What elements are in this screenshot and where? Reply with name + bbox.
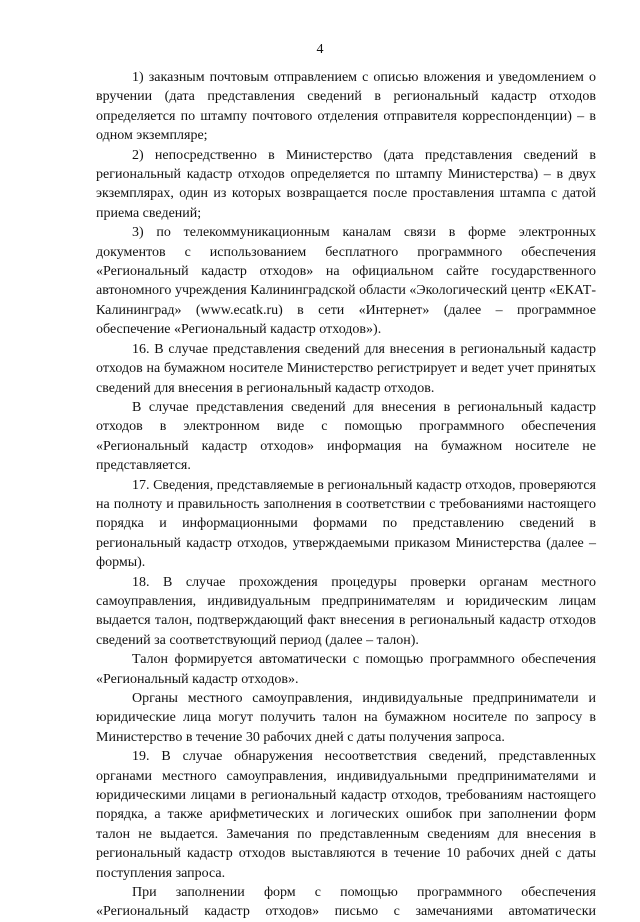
paragraph-electronic-submission: В случае представления сведений для внесения в региональный кадастр отходов в электронном виде с помощью программного обеспечения «Региональный кадастр отходов» информация на бумажном носителе не представляется. bbox=[96, 399, 596, 474]
paragraph-item-19: 19. В случае обнаружения несоответствия сведений, представленных органами местного самоуправления, индивидуальными предпринимателями и юридическими лицами в региональный кадастр отходов, требованиям настоящего порядка, а также арифметических и логических ошибок при заполнении форм талон не выдается. Замечания по представленным сведениям для внесения в региональный кадастр отходов выставляются в течение 10 рабочих дней с даты поступления запроса. bbox=[96, 749, 596, 881]
paragraph-remarks-auto: При заполнении форм с помощью программного обеспечения «Региональный кадастр отходов» письмо с замечаниями автоматически bbox=[96, 885, 596, 920]
paragraph-delivery-electronic: 3) по телекоммуникационным каналам связи в форме электронных документов с использованием бесплатного программного обеспечения «Региональный кадастр отходов» на официальном сайте государственного автономного учреждения Калининградской области «Экологический центр «ЕКАТ-Калининград» (www.ecatk.ru) в сети «Интернет» (далее – программное обеспечение «Региональный кадастр отходов»). bbox=[96, 225, 596, 338]
paragraph-item-16: 16. В случае представления сведений для внесения в региональный кадастр отходов на бумажном носителе Министерство регистрирует и ведет учет принятых сведений для внесения в региональный кадастр отходов. bbox=[96, 341, 596, 396]
paragraph-delivery-by-mail: 1) заказным почтовым отправлением с описью вложения и уведомлением о вручении (дата представления сведений в региональный кадастр отходов определяется по штампу почтового отделения отправителя корреспонденции) – в одном экземпляре; bbox=[96, 70, 596, 144]
paragraph-talon-paper: Органы местного самоуправления, индивидуальные предприниматели и юридические лица могут получить талон на бумажном носителе по запросу в Министерство в течение 30 рабочих дней с даты получения запроса. bbox=[96, 691, 596, 745]
paragraph-item-18: 18. В случае прохождения процедуры проверки органам местного самоуправления, индивидуальным предпринимателям и юридическим лицам выдается талон, подтверждающий факт внесения в региональный кадастр отходов сведений за соответствующий период (далее – талон). bbox=[96, 574, 596, 648]
paragraph-talon-auto: Талон формируется автоматически с помощью программного обеспечения «Региональный кадастр отходов». bbox=[96, 652, 596, 687]
paragraph-delivery-in-person: 2) непосредственно в Министерство (дата представления сведений в региональный кадастр отходов определяется по штампу Министерства) – в двух экземплярах, один из которых возвращается после проставления штампа с датой приема сведений; bbox=[96, 147, 596, 221]
paragraph-item-17: 17. Сведения, представляемые в региональный кадастр отходов, проверяются на полноту и правильность заполнения в соответствии с требованиями настоящего порядка и информационными формами по представлению сведений в региональный кадастр отходов, утверждаемыми приказом Министерства (далее – формы). bbox=[96, 477, 596, 571]
page-number: 4 bbox=[316, 42, 324, 57]
document-body bbox=[96, 68, 596, 922]
